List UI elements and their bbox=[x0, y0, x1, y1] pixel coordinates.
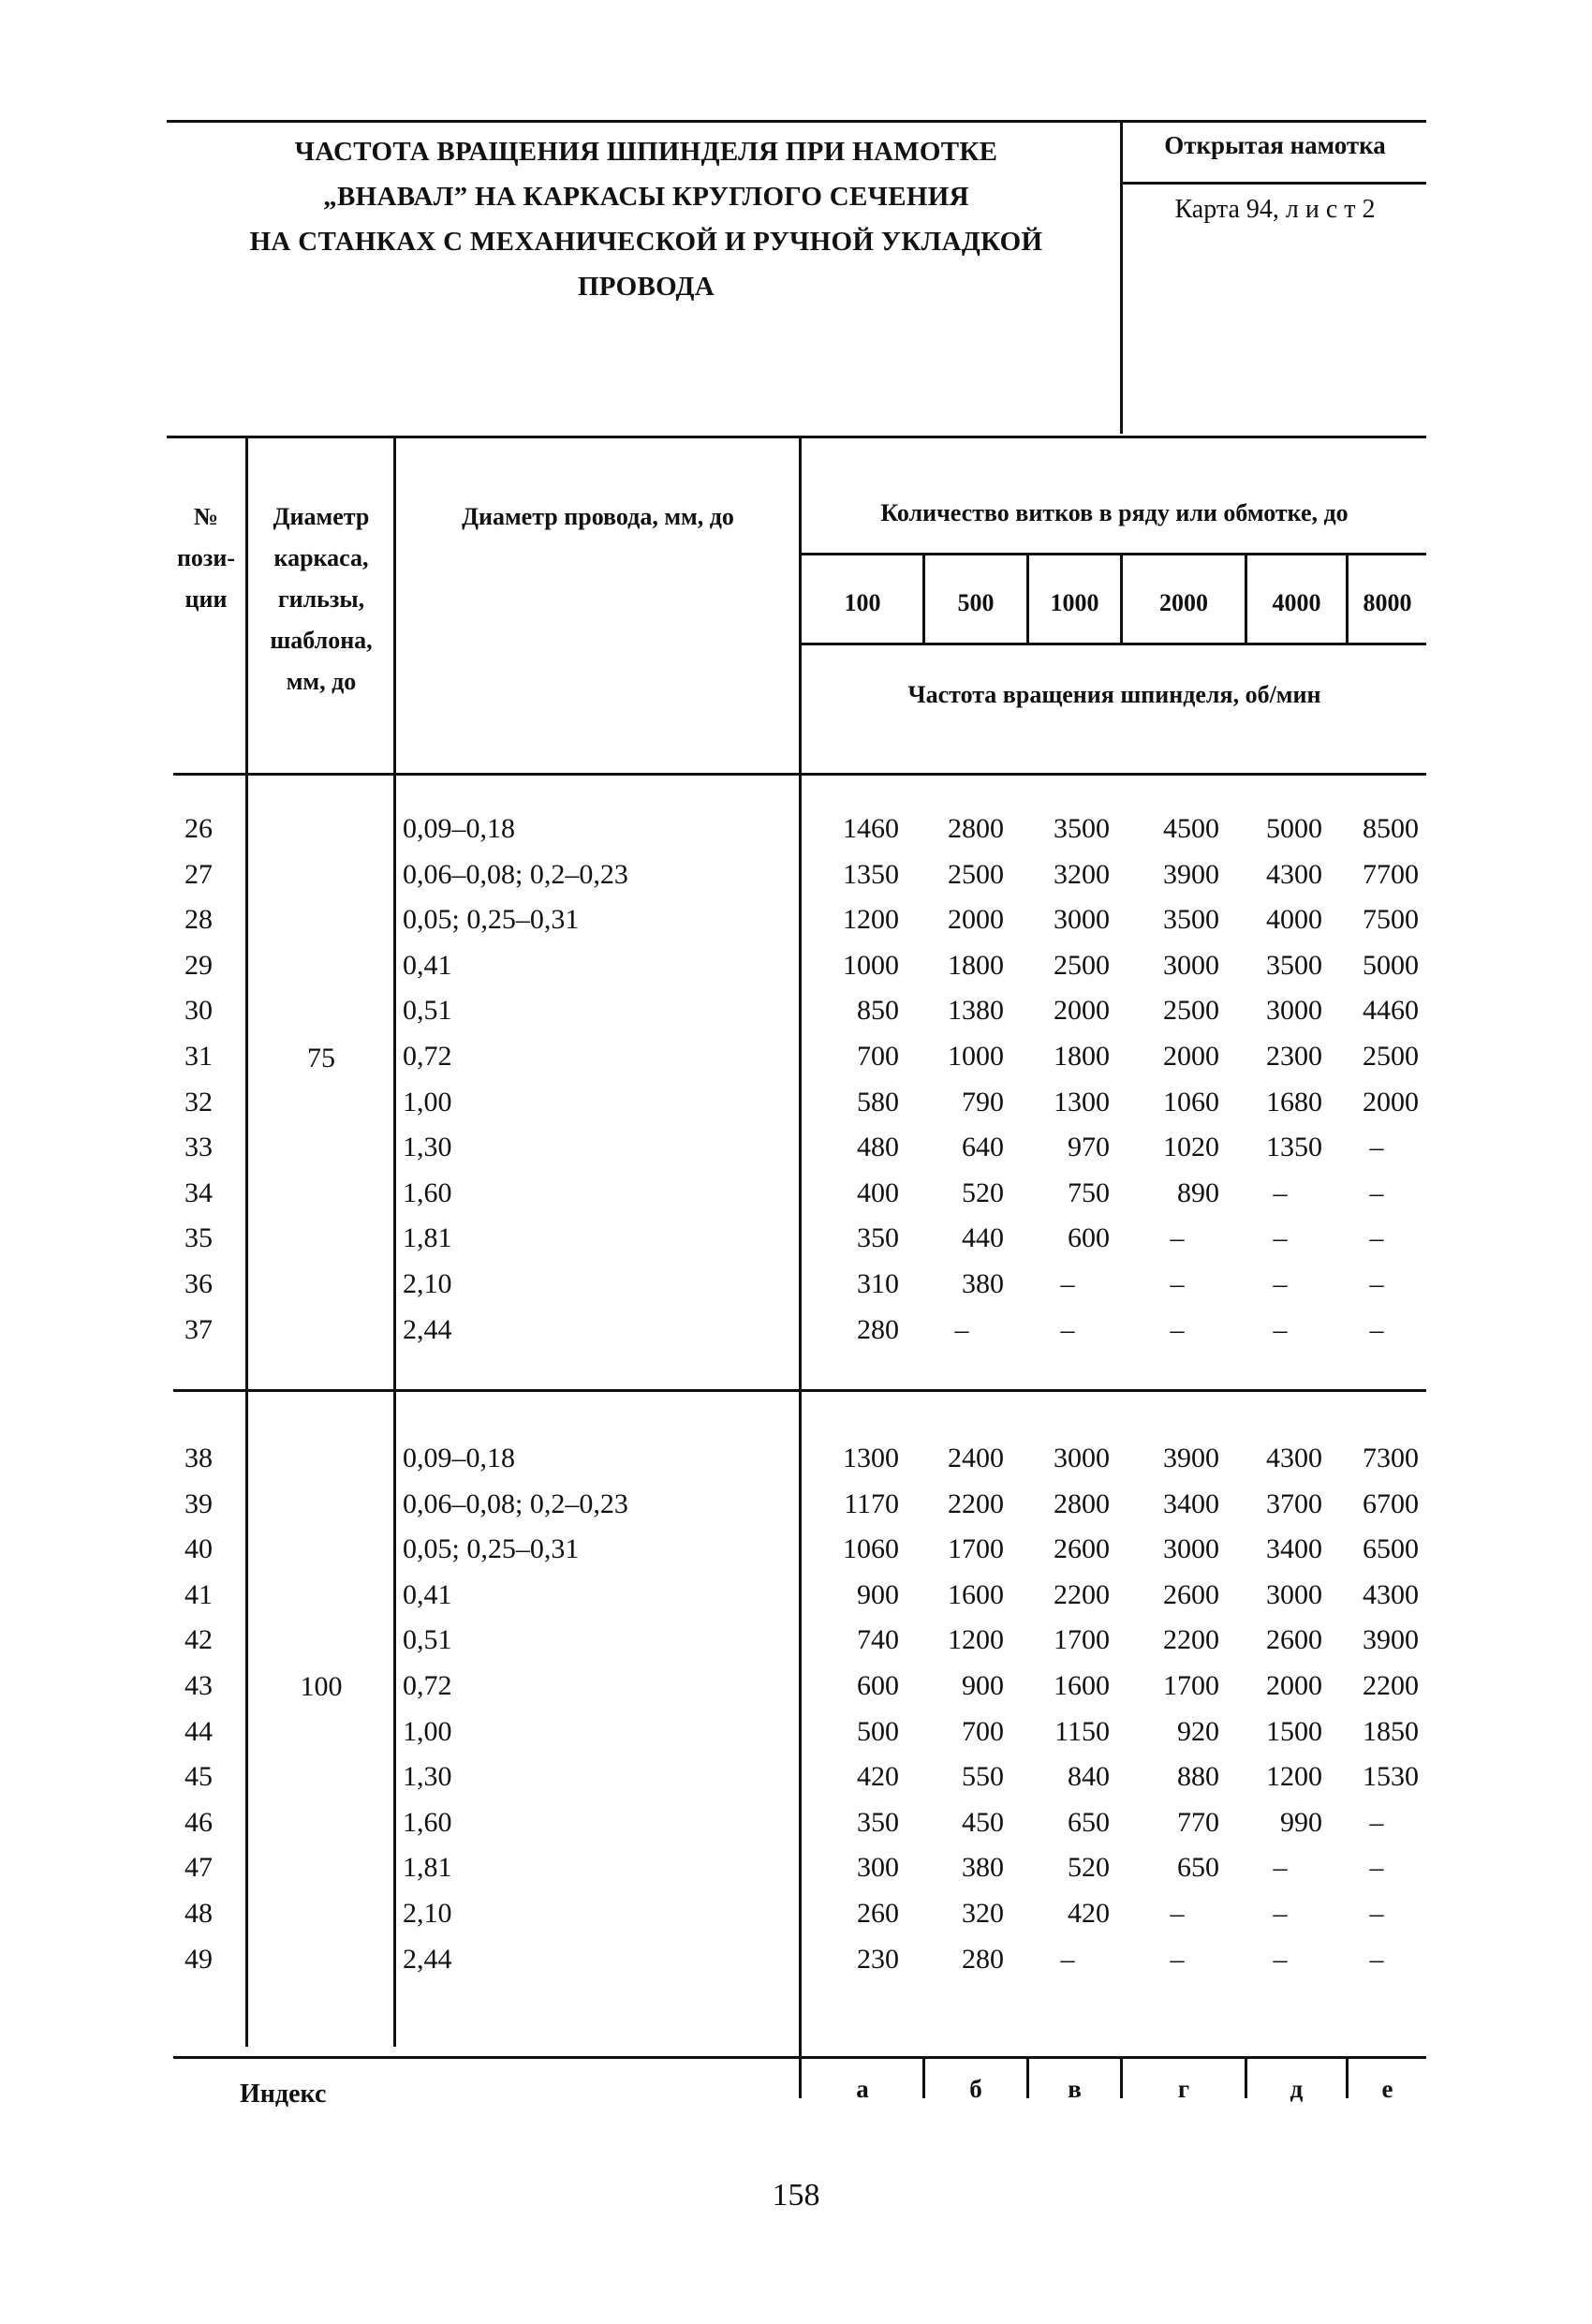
speed-cell: – bbox=[1273, 1943, 1288, 1975]
speed-cell: 1000 bbox=[948, 1041, 1004, 1072]
speed-cell: 2500 bbox=[1163, 995, 1219, 1027]
position-cell: 36 bbox=[184, 1268, 213, 1299]
speed-cell: 380 bbox=[962, 1852, 1004, 1884]
speed-cell: 1060 bbox=[1163, 1086, 1219, 1118]
table-row bbox=[0, 1041, 1426, 1086]
speed-cell: 6500 bbox=[1363, 1533, 1419, 1565]
speed-cell: 1200 bbox=[843, 904, 899, 936]
speed-cell: 5000 bbox=[1266, 813, 1322, 844]
speed-cell: 8500 bbox=[1363, 813, 1419, 844]
speed-cell: 310 bbox=[857, 1268, 899, 1299]
speed-cell: – bbox=[1273, 1177, 1288, 1208]
speed-cell: – bbox=[1369, 1222, 1384, 1254]
table-row bbox=[0, 1268, 1426, 1313]
speed-cell: – bbox=[1273, 1268, 1288, 1299]
speed-cell: 3000 bbox=[1163, 949, 1219, 981]
title-line-2: „ВНАВАЛ” НА КАРКАСЫ КРУГЛОГО СЕЧЕНИЯ bbox=[323, 182, 969, 212]
wire-diameter-cell: 1,00 bbox=[403, 1086, 452, 1118]
speed-cell: 440 bbox=[962, 1222, 1004, 1254]
header-position-line-3: ции bbox=[184, 585, 228, 613]
header-turns-title: Количество витков в ряду или обмотке, до bbox=[880, 499, 1349, 526]
speed-cell: 740 bbox=[857, 1624, 899, 1656]
speed-cell: – bbox=[1273, 1852, 1288, 1884]
index-label: Индекс bbox=[240, 2080, 327, 2109]
header-turns-4000: 4000 bbox=[1272, 589, 1321, 616]
header-speed-title: Частота вращения шпинделя, об/мин bbox=[907, 681, 1321, 708]
wire-diameter-cell: 1,00 bbox=[403, 1715, 452, 1747]
position-cell: 43 bbox=[184, 1670, 213, 1701]
speed-cell: – bbox=[1060, 1943, 1075, 1975]
speed-cell: 840 bbox=[1068, 1761, 1110, 1793]
speed-cell: 2500 bbox=[948, 858, 1004, 890]
speed-cell: 1800 bbox=[948, 949, 1004, 981]
wire-diameter-cell: 0,72 bbox=[403, 1041, 452, 1072]
wire-diameter-cell: 2,44 bbox=[403, 1943, 452, 1975]
wire-diameter-cell: 2,10 bbox=[403, 1268, 452, 1299]
header-turns-100: 100 bbox=[844, 589, 881, 616]
speed-cell: 500 bbox=[857, 1715, 899, 1747]
speed-cell: 420 bbox=[857, 1761, 899, 1793]
header-position-line-1: № bbox=[193, 503, 219, 530]
speed-cell: – bbox=[1369, 1177, 1384, 1208]
speed-cell: 2600 bbox=[1266, 1624, 1322, 1656]
wire-diameter-cell: 1,30 bbox=[403, 1132, 452, 1163]
speed-cell: 400 bbox=[857, 1177, 899, 1208]
speed-cell: – bbox=[1369, 1268, 1384, 1299]
speed-cell: 2800 bbox=[948, 813, 1004, 844]
speed-cell: 1300 bbox=[1054, 1086, 1110, 1118]
table-row bbox=[0, 1488, 1426, 1533]
speed-cell: 1150 bbox=[1054, 1715, 1110, 1747]
speed-cell: 3500 bbox=[1266, 949, 1322, 981]
speed-cell: 650 bbox=[1068, 1806, 1110, 1838]
header-turns-1000: 1000 bbox=[1050, 589, 1099, 616]
table-row bbox=[0, 904, 1426, 949]
speed-cell: 280 bbox=[962, 1943, 1004, 1975]
speed-cell: 2000 bbox=[948, 904, 1004, 936]
frame-diameter-75: 75 bbox=[307, 1043, 335, 1073]
speed-cell: 750 bbox=[1068, 1177, 1110, 1208]
speed-cell: – bbox=[1369, 1898, 1384, 1929]
wire-diameter-cell: 0,72 bbox=[403, 1670, 452, 1701]
index-b: б bbox=[969, 2075, 982, 2103]
speed-cell: – bbox=[1369, 1806, 1384, 1838]
wire-diameter-cell: 0,09–0,18 bbox=[403, 1443, 515, 1473]
speed-cell: 2200 bbox=[948, 1488, 1004, 1519]
title-line-4: ПРОВОДА bbox=[577, 272, 715, 302]
table-row bbox=[0, 813, 1426, 858]
wire-diameter-cell: 0,09–0,18 bbox=[403, 813, 515, 844]
speed-cell: – bbox=[1170, 1268, 1185, 1299]
speed-cell: 2600 bbox=[1163, 1578, 1219, 1610]
table-row bbox=[0, 1443, 1426, 1488]
speed-cell: – bbox=[1369, 1313, 1384, 1345]
header-frame-line-1: Диаметр bbox=[273, 503, 370, 530]
speed-cell: 1850 bbox=[1363, 1715, 1419, 1747]
table-row bbox=[0, 859, 1426, 904]
speed-cell: 2000 bbox=[1363, 1086, 1419, 1118]
speed-cell: – bbox=[1170, 1222, 1185, 1254]
position-cell: 40 bbox=[184, 1533, 213, 1565]
speed-cell: 1500 bbox=[1266, 1715, 1322, 1747]
wire-diameter-cell: 0,51 bbox=[403, 1624, 452, 1656]
title-line-1: ЧАСТОТА ВРАЩЕНИЯ ШПИНДЕЛЯ ПРИ НАМОТКЕ bbox=[294, 137, 998, 167]
speed-cell: 2400 bbox=[948, 1443, 1004, 1473]
speed-cell: 420 bbox=[1068, 1898, 1110, 1929]
speed-cell: 580 bbox=[857, 1086, 899, 1118]
speed-cell: 480 bbox=[857, 1132, 899, 1163]
speed-cell: 1000 bbox=[843, 949, 899, 981]
speed-cell: 990 bbox=[1280, 1806, 1322, 1838]
speed-cell: 3900 bbox=[1163, 858, 1219, 890]
wire-diameter-cell: 0,06–0,08; 0,2–0,23 bbox=[403, 858, 628, 890]
table-row bbox=[0, 1177, 1426, 1222]
position-cell: 47 bbox=[184, 1852, 213, 1884]
position-cell: 33 bbox=[184, 1132, 213, 1163]
position-cell: 49 bbox=[184, 1943, 213, 1975]
position-cell: 34 bbox=[184, 1177, 213, 1208]
speed-cell: 7500 bbox=[1363, 904, 1419, 936]
header-turns-2000: 2000 bbox=[1159, 589, 1208, 616]
speed-cell: – bbox=[1273, 1222, 1288, 1254]
speed-cell: 7300 bbox=[1363, 1443, 1419, 1473]
speed-cell: 4460 bbox=[1363, 995, 1419, 1027]
header-frame-diameter bbox=[249, 496, 393, 703]
position-cell: 29 bbox=[184, 949, 213, 981]
speed-cell: 4300 bbox=[1266, 858, 1322, 890]
speed-cell: 1800 bbox=[1054, 1041, 1110, 1072]
speed-cell: 2000 bbox=[1163, 1041, 1219, 1072]
speed-cell: – bbox=[1369, 1943, 1384, 1975]
speed-cell: 3900 bbox=[1163, 1443, 1219, 1473]
speed-cell: 2500 bbox=[1054, 949, 1110, 981]
speed-cell: 790 bbox=[962, 1086, 1004, 1118]
index-a: а bbox=[856, 2075, 869, 2103]
speed-cell: 4000 bbox=[1266, 904, 1322, 936]
speed-cell: 2300 bbox=[1266, 1041, 1322, 1072]
speed-cell: 230 bbox=[857, 1943, 899, 1975]
speed-cell: 3500 bbox=[1054, 813, 1110, 844]
position-cell: 38 bbox=[184, 1443, 213, 1473]
wire-diameter-cell: 0,41 bbox=[403, 949, 452, 981]
speed-cell: 3000 bbox=[1266, 995, 1322, 1027]
speed-cell: – bbox=[1273, 1898, 1288, 1929]
header-position bbox=[167, 496, 245, 620]
speed-cell: 1300 bbox=[843, 1443, 899, 1473]
wire-diameter-cell: 2,44 bbox=[403, 1313, 452, 1345]
speed-cell: – bbox=[1170, 1898, 1185, 1929]
position-cell: 44 bbox=[184, 1715, 213, 1747]
position-cell: 27 bbox=[184, 858, 213, 890]
wire-diameter-cell: 1,81 bbox=[403, 1222, 452, 1254]
wire-diameter-cell: 0,05; 0,25–0,31 bbox=[403, 904, 580, 936]
position-cell: 35 bbox=[184, 1222, 213, 1254]
speed-cell: 1700 bbox=[948, 1533, 1004, 1565]
position-cell: 39 bbox=[184, 1488, 213, 1519]
speed-cell: 3200 bbox=[1054, 858, 1110, 890]
index-v: в bbox=[1068, 2075, 1082, 2103]
speed-cell: 1020 bbox=[1163, 1132, 1219, 1163]
speed-cell: 3000 bbox=[1163, 1533, 1219, 1565]
header-frame-line-3: гильзы, bbox=[277, 585, 365, 613]
speed-cell: 900 bbox=[962, 1670, 1004, 1701]
frame-diameter-100: 100 bbox=[300, 1671, 343, 1702]
position-cell: 45 bbox=[184, 1761, 213, 1793]
speed-cell: 600 bbox=[1068, 1222, 1110, 1254]
speed-cell: 1170 bbox=[844, 1488, 899, 1519]
speed-cell: 1380 bbox=[948, 995, 1004, 1027]
header-turns-8000: 8000 bbox=[1363, 589, 1412, 616]
speed-cell: 2200 bbox=[1363, 1670, 1419, 1701]
table-row bbox=[0, 1087, 1426, 1132]
table-row bbox=[0, 950, 1426, 995]
speed-cell: – bbox=[1369, 1132, 1384, 1163]
speed-cell: 3500 bbox=[1163, 904, 1219, 936]
speed-cell: 850 bbox=[857, 995, 899, 1027]
speed-cell: 770 bbox=[1177, 1806, 1219, 1838]
wire-diameter-cell: 0,06–0,08; 0,2–0,23 bbox=[403, 1488, 628, 1519]
speed-cell: 520 bbox=[1068, 1852, 1110, 1884]
winding-type: Открытая намотка bbox=[1164, 131, 1386, 159]
position-cell: 48 bbox=[184, 1898, 213, 1929]
speed-cell: 300 bbox=[857, 1852, 899, 1884]
speed-cell: 1200 bbox=[1266, 1761, 1322, 1793]
header-frame-line-4: шаблона, bbox=[270, 627, 373, 654]
header-position-line-2: пози- bbox=[176, 544, 236, 571]
speed-cell: 4500 bbox=[1163, 813, 1219, 844]
speed-cell: 3000 bbox=[1054, 1443, 1110, 1473]
position-cell: 28 bbox=[184, 904, 213, 936]
speed-cell: 7700 bbox=[1363, 858, 1419, 890]
table-row bbox=[0, 995, 1426, 1040]
position-cell: 42 bbox=[184, 1624, 213, 1656]
speed-cell: 1700 bbox=[1054, 1624, 1110, 1656]
speed-cell: 3900 bbox=[1363, 1624, 1419, 1656]
header-frame-line-5: мм, до bbox=[286, 668, 357, 695]
position-cell: 41 bbox=[184, 1578, 213, 1610]
speed-cell: 1200 bbox=[948, 1624, 1004, 1656]
speed-cell: 900 bbox=[857, 1578, 899, 1610]
speed-cell: 1350 bbox=[843, 858, 899, 890]
speed-cell: 1060 bbox=[843, 1533, 899, 1565]
position-cell: 37 bbox=[184, 1313, 213, 1345]
table-row bbox=[0, 1222, 1426, 1267]
speed-cell: – bbox=[1273, 1313, 1288, 1345]
speed-cell: 350 bbox=[857, 1222, 899, 1254]
speed-cell: 2500 bbox=[1363, 1041, 1419, 1072]
speed-cell: 2000 bbox=[1054, 995, 1110, 1027]
speed-cell: – bbox=[954, 1313, 969, 1345]
header-wire-diameter: Диаметр провода, мм, до bbox=[462, 503, 734, 530]
speed-cell: – bbox=[1060, 1313, 1075, 1345]
speed-cell: 4300 bbox=[1266, 1443, 1322, 1473]
speed-cell: 5000 bbox=[1363, 949, 1419, 981]
index-e: е bbox=[1381, 2075, 1393, 2103]
speed-cell: 970 bbox=[1068, 1132, 1110, 1163]
header-frame-line-2: каркаса, bbox=[273, 544, 369, 571]
page-title bbox=[215, 129, 1077, 309]
speed-cell: 700 bbox=[857, 1041, 899, 1072]
table-row bbox=[0, 1852, 1426, 1897]
speed-cell: 350 bbox=[857, 1806, 899, 1838]
speed-cell: – bbox=[1170, 1943, 1185, 1975]
wire-diameter-cell: 1,30 bbox=[403, 1761, 452, 1793]
speed-cell: 2800 bbox=[1054, 1488, 1110, 1519]
speed-cell: 4300 bbox=[1363, 1578, 1419, 1610]
index-g: г bbox=[1177, 2075, 1190, 2103]
position-cell: 26 bbox=[184, 813, 213, 844]
speed-cell: 3400 bbox=[1266, 1533, 1322, 1565]
position-cell: 31 bbox=[184, 1041, 213, 1072]
speed-cell: 890 bbox=[1177, 1177, 1219, 1208]
speed-cell: 1600 bbox=[1054, 1670, 1110, 1701]
speed-cell: 920 bbox=[1177, 1715, 1219, 1747]
speed-cell: 3000 bbox=[1266, 1578, 1322, 1610]
table-row bbox=[0, 1579, 1426, 1624]
wire-diameter-cell: 0,41 bbox=[403, 1578, 452, 1610]
speed-cell: 260 bbox=[857, 1898, 899, 1929]
speed-cell: 1600 bbox=[948, 1578, 1004, 1610]
speed-cell: 2600 bbox=[1054, 1533, 1110, 1565]
wire-diameter-cell: 1,60 bbox=[403, 1806, 452, 1838]
speed-cell: 520 bbox=[962, 1177, 1004, 1208]
speed-cell: 280 bbox=[857, 1313, 899, 1345]
table-row bbox=[0, 1670, 1426, 1715]
wire-diameter-cell: 1,81 bbox=[403, 1852, 452, 1884]
wire-diameter-cell: 0,51 bbox=[403, 995, 452, 1027]
speed-cell: 2200 bbox=[1054, 1578, 1110, 1610]
speed-cell: 600 bbox=[857, 1670, 899, 1701]
speed-cell: 1350 bbox=[1266, 1132, 1322, 1163]
speed-cell: 3000 bbox=[1054, 904, 1110, 936]
table-row bbox=[0, 1314, 1426, 1359]
position-cell: 32 bbox=[184, 1086, 213, 1118]
speed-cell: 650 bbox=[1177, 1852, 1219, 1884]
speed-cell: 3400 bbox=[1163, 1488, 1219, 1519]
position-cell: 30 bbox=[184, 995, 213, 1027]
header-turns-500: 500 bbox=[957, 589, 995, 616]
speed-cell: 1700 bbox=[1163, 1670, 1219, 1701]
speed-cell: 6700 bbox=[1363, 1488, 1419, 1519]
speed-cell: 1680 bbox=[1266, 1086, 1322, 1118]
speed-cell: 550 bbox=[962, 1761, 1004, 1793]
table-row bbox=[0, 1624, 1426, 1669]
card-number: Карта 94, л и с т 2 bbox=[1174, 195, 1376, 224]
speed-cell: – bbox=[1060, 1268, 1075, 1299]
speed-cell: – bbox=[1170, 1313, 1185, 1345]
wire-diameter-cell: 1,60 bbox=[403, 1177, 452, 1208]
table-row bbox=[0, 1132, 1426, 1177]
title-line-3: НА СТАНКАХ С МЕХАНИЧЕСКОЙ И РУЧНОЙ УКЛАДКОЙ bbox=[249, 227, 1043, 257]
wire-diameter-cell: 0,05; 0,25–0,31 bbox=[403, 1533, 580, 1565]
speed-cell: 2000 bbox=[1266, 1670, 1322, 1701]
speed-cell: 450 bbox=[962, 1806, 1004, 1838]
page-number: 158 bbox=[772, 2178, 820, 2213]
speed-cell: 380 bbox=[962, 1268, 1004, 1299]
speed-cell: 3700 bbox=[1266, 1488, 1322, 1519]
table-row bbox=[0, 1898, 1426, 1943]
index-d: д bbox=[1290, 2075, 1304, 2103]
speed-cell: 700 bbox=[962, 1715, 1004, 1747]
speed-cell: 1530 bbox=[1363, 1761, 1419, 1793]
speed-cell: 640 bbox=[962, 1132, 1004, 1163]
table-row bbox=[0, 1533, 1426, 1578]
speed-cell: 880 bbox=[1177, 1761, 1219, 1793]
table-row bbox=[0, 1807, 1426, 1852]
table-row bbox=[0, 1716, 1426, 1761]
speed-cell: 2200 bbox=[1163, 1624, 1219, 1656]
speed-cell: – bbox=[1369, 1852, 1384, 1884]
table-row bbox=[0, 1761, 1426, 1806]
table-row bbox=[0, 1944, 1426, 1989]
position-cell: 46 bbox=[184, 1806, 213, 1838]
speed-cell: 320 bbox=[962, 1898, 1004, 1929]
speed-cell: 1460 bbox=[843, 813, 899, 844]
wire-diameter-cell: 2,10 bbox=[403, 1898, 452, 1929]
